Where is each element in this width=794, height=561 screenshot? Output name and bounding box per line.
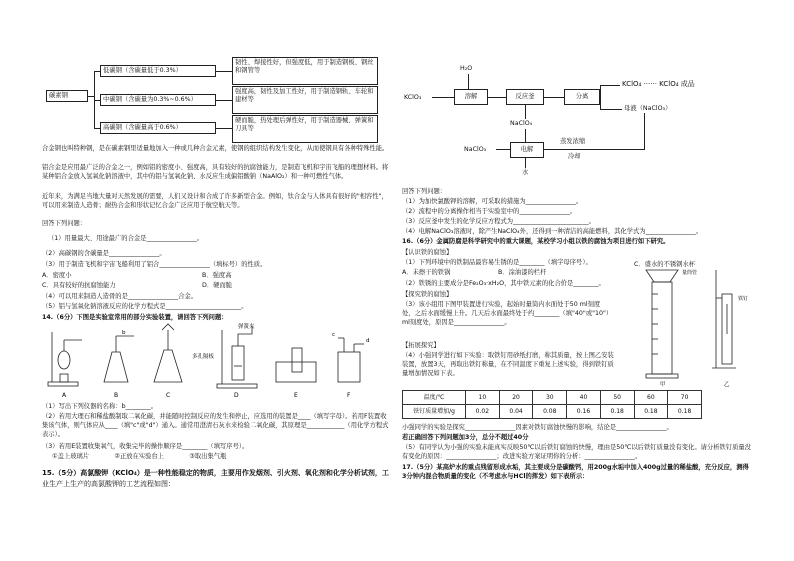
question-16-4: （4）小强同学进行如下实验：取铁钉用砂纸打磨，称其质量，按上图乙安装装置，放置3天，再取出铁钉称量，在不同温度下重复上述实验，得到铁钉质量增加情况如下表。: [402, 352, 614, 377]
apparatus-a-base: [48, 382, 78, 386]
label-porous-plate: 多孔隔板: [192, 354, 215, 360]
question-16-5: （5）有同学认为小强的实验未能真实反映50℃以后铁钉腐蚀的快慢，理由是50℃以后铁钉质量没有变化。请分析铁钉质量没有变化的原因：________________；改进实验方案证明你的分析：________________。: [402, 444, 752, 460]
table-cell: 0.18: [600, 405, 634, 419]
corrosion-table: [402, 390, 702, 419]
option-c: C．具有较好的抗腐蚀能力: [42, 282, 116, 289]
flow-separate-box: 分离: [564, 89, 600, 105]
question-16-4b: 小强同学的实验是探究________________因素对铁钉腐蚀快慢的影响，结论是________________。: [402, 424, 673, 431]
question-15-line1: 15.（5分）高氯酸钾（KClO₄）是一种性能稳定的物质，主要用作发烟剂、引火剂、氧化剂和化学分析试剂，工: [42, 469, 389, 477]
question-16: 16.（6分）金属防腐是科学研究中的重大课题，某校学习小组以铁的腐蚀为项目进行如下研究。: [402, 238, 670, 245]
flow-cool: 冷却: [568, 153, 581, 160]
question-15-line2: 业生产上生产的高氯酸钾的工艺流程如图：: [42, 480, 175, 488]
label-tube: 量筒管: [682, 270, 698, 276]
label-spring-clip: 弹簧夹: [238, 324, 255, 330]
flow-arrow: [496, 149, 510, 150]
table-header-mass-gain: 铁钉质量增加/g: [403, 405, 466, 419]
question-13-4: （4）可以用来制造人造骨的是________________合金。: [42, 293, 198, 300]
flow-water: 水: [522, 169, 529, 176]
table-header-temperature: 温度/℃: [403, 391, 466, 405]
flow-kclo4-product: KClO₄ ······ KClO₄ 成品: [622, 80, 695, 88]
section-extended-inquiry: 【拓展探究】: [402, 342, 440, 349]
high-carbon-note: 硬而脆，热处理后弹性好，用于制造器械、弹簧和刀具等: [232, 115, 378, 143]
label-d-app: D: [234, 392, 239, 399]
lab-apparatus-figure: [42, 322, 392, 402]
flow-mother-liquor: 母液（NaClO₃）: [624, 105, 672, 112]
question-15-4: （4）电解NaClO₃溶液时，除产生NaClO₄外，还得到一种清洁的高能燃料，其化学式为________________。: [402, 228, 703, 235]
bonus-note: 若正确回答下列问题加3分，总分不超过40分: [402, 434, 529, 441]
flow-arrow: [544, 97, 564, 98]
apparatus-a-lamp: [60, 374, 68, 382]
table-cell: 70: [668, 391, 702, 405]
apparatus-b-flask: [104, 352, 128, 382]
table-cell: 30: [533, 391, 567, 405]
apparatus-f-bottle: [338, 352, 360, 382]
option-a: A．密度小: [42, 272, 72, 279]
mid-carbon-note: 强度高，韧性及加工性好，用于制造钢轨、车轮和建材等: [232, 86, 378, 114]
question-14: 14.（6分）下图是实验室常用的部分实验装置，请回答下列问题：: [42, 314, 228, 321]
flow-evaporate: 蒸发浓缩: [560, 138, 586, 145]
question-16-1: （1）下列环境中的铁制品最容易生锈的是________（填字母序号）。: [402, 259, 592, 266]
table-cell: 0.02: [466, 405, 500, 419]
option-d: D．硬而脆: [202, 282, 233, 289]
question-14-3-options: ①盖上玻璃片 ②正放在实验台上 ③取出集气瓶: [52, 453, 227, 460]
question-16-2: （2）铁锈的主要成分是Fe₂O₃·xH₂O，其中铁元素的化合价是________。: [402, 280, 605, 287]
flow-electrolysis-box: 电解: [510, 142, 544, 158]
mid-carbon-box: 中碳钢（含碳量为0.3%~0.6%）: [100, 94, 216, 106]
funnel-top: [646, 270, 678, 282]
question-15-2: （2）流程中的分离操作相当于实验室中的________________。: [402, 208, 577, 215]
label-b-app: B: [114, 392, 119, 399]
question-16-3: （3）该小组用下图甲装置进行实验，起始时量筒内水面处于50 ml刻度处，之后水面缓慢上升。几天后水面最终处于约________（填"40"或"10"）ml刻度处，原因是________________。: [402, 301, 610, 326]
flow-arrow: [525, 158, 526, 168]
question-14-3: （3）若用E装置收集氧气，收集完毕的操作顺序是________（填写序号）。: [42, 443, 249, 450]
label-f-app: F: [347, 392, 351, 399]
paragraph-aluminum: 铝合金是应用最广泛的合金之一，例如铝的密度小、强度高，具有较好的抗腐蚀能力，是制造飞机和宇宙飞船的理想材料。将某种铝合金放入氢氧化钠溶液中，其中的铝与氢氧化钠、水反应生成偏铝酸钠（NaAlO₂）和一种可燃性气体。: [42, 164, 389, 180]
flow-split: [600, 85, 601, 109]
table-row-temperature: [403, 391, 702, 405]
question-13-3: （3）用于制造飞机和宇宙飞船利用了铝合________________（填标号）的性质。: [42, 261, 267, 268]
label-c-app: C: [166, 392, 171, 399]
cylinder-jia: [652, 282, 672, 374]
flow-h2o: H₂O: [460, 65, 473, 72]
arrow-line: [216, 100, 232, 101]
question-15-3: （3）反应釜中发生的化学反应方程式为________________________。: [402, 218, 595, 225]
question-13-2: （2）高碳钢的含碳量是________________。: [42, 250, 166, 257]
paragraph-alloy-steel: 合金钢也叫特种钢，是在碳素钢里适量地加入一种或几种合金元素，使钢的组织结构发生变化，从而使钢具有各种特殊性能。: [42, 145, 389, 152]
arrow-line: [216, 128, 232, 129]
flow-naclo3: NaClO₃: [464, 146, 487, 153]
flow-arrow: [600, 109, 622, 110]
flow-dissolve-box: 溶解: [454, 89, 488, 105]
table-cell: 0.18: [634, 405, 668, 419]
low-carbon-note: 韧性、焊接性好，但强度低，用于制造钢板、钢丝和钢管等: [232, 57, 378, 85]
paragraph-new-alloys: 近年来，为满足当地大量对天然发展的需要，人们又设计和合成了许多新型合金。例如，钛合金与人体具有很好的"相容性"，可以用来制造人造骨；耐热合金和形状记忆合金广泛应用于航空航天等。: [42, 193, 388, 209]
apparatus-c-flask: [154, 350, 182, 382]
table-cell: 50: [600, 391, 634, 405]
low-carbon-box: 低碳钢（含碳量低于0.3%）: [100, 65, 216, 77]
high-carbon-box: 高碳钢（含碳量高于0.6%）: [100, 122, 216, 134]
label-a: A: [62, 392, 67, 399]
question-14-2: （2）若用大理石和稀盐酸制取二氧化碳，并能随时控制反应的发生和停止，应选用的装置是____（填写字母）。若用F装置收集该气体，则气体应从____（填"c"或"d"）通入。通常用澄清石灰水来检验二氧化碳，其原理是____________（用化学方程式表示）。: [42, 413, 389, 438]
table-cell: 0.04: [499, 405, 533, 419]
apparatus-a-flask: [58, 351, 70, 369]
question-16-1b: B．涂油漆的栏杆: [498, 269, 547, 276]
label-nail: 铁钉: [738, 296, 749, 302]
flow-arrow: [525, 129, 526, 143]
label-yi: 乙: [724, 382, 730, 388]
question-13-1: （1）用量最大、用途最广的合金是________________。: [48, 235, 204, 242]
question-16-1c: C．盛水的不锈钢水杯: [634, 261, 696, 268]
flow-return-line: [544, 149, 644, 150]
table-row-mass-gain: [403, 405, 702, 419]
table-cell: 10: [466, 391, 500, 405]
flow-reactor-box: 反应釜: [506, 89, 544, 105]
question-15-intro: [42, 468, 392, 490]
flow-return-line: [644, 113, 645, 150]
question-13-5: （5）铝与氢氧化钠溶液反应的化学方程式是________________________。: [42, 303, 248, 310]
table-cell: 40: [567, 391, 601, 405]
table-cell: 0.18: [668, 405, 702, 419]
arrow-line: [216, 71, 232, 72]
answer-prompt: 回答下列问题：: [42, 220, 87, 227]
flow-arrow: [432, 97, 454, 98]
table-cell: 20: [499, 391, 533, 405]
label-b: b: [122, 330, 126, 336]
section-recognize-corrosion: 【认识铁的腐蚀】: [402, 249, 453, 256]
flow-arrow: [488, 97, 506, 98]
question-16-1a: A．未擦干的铁锅: [402, 269, 451, 276]
section-explore-corrosion: 【探究铁的腐蚀】: [402, 291, 453, 298]
label-c: c: [332, 332, 336, 338]
option-b: B．强度高: [202, 272, 232, 279]
corrosion-apparatus-figure: [638, 264, 754, 388]
carbon-steel-box: 碳素钢: [46, 90, 88, 102]
flow-kclo3: KClO₃: [404, 94, 422, 101]
table-cell: 0.08: [533, 405, 567, 419]
flow-arrow: [525, 105, 526, 119]
question-14-1: （1）写出下列仪器的名称：b________。: [42, 403, 158, 410]
question-17: 17.（5分）某高炉水的重点残留形成水垢，其主要成分是碳酸钙，用200g水垢中加入400g过量的稀盐酸，充分反应，测得3分钟内混合物质量的变化（不考虑水与HCl的挥发）如下表所示：: [402, 464, 749, 480]
question-15-1: （1）为加快氯酸钾的溶解，可采取的措施为________________。: [402, 198, 583, 205]
answer-prompt-right: 回答下列问题：: [402, 188, 447, 195]
table-cell: 0.16: [567, 405, 601, 419]
label-e-app: E: [294, 392, 298, 399]
flow-arrow: [600, 85, 620, 86]
table-cell: 60: [634, 391, 668, 405]
label-d: d: [366, 338, 370, 344]
apparatus-d-tube: [232, 346, 244, 380]
flow-naclo4: NaClO₄: [510, 120, 533, 127]
label-jia: 甲: [660, 382, 666, 388]
apparatus-e-bottle: [292, 348, 302, 372]
